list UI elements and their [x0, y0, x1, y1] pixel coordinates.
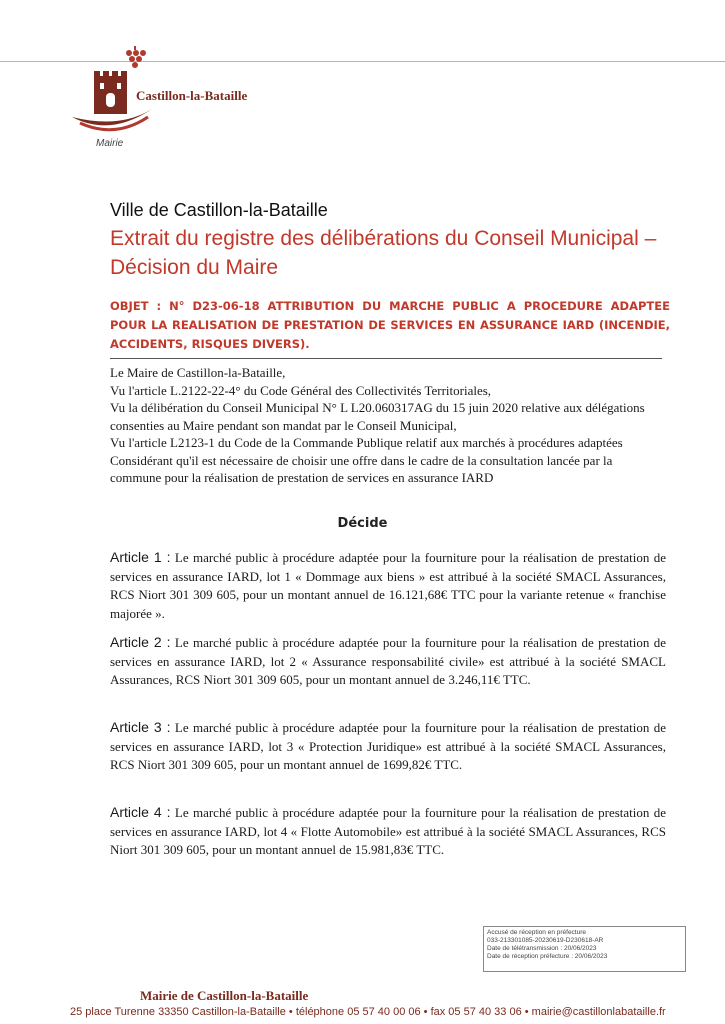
article-1 — [110, 548, 666, 623]
article-text: Le marché public à procédure adaptée pour la fourniture pour la réalisation de prestation de services en assurance IARD, lot 4 « Flotte Automobile» est attribué à la société SMACL Assurances, RCS Niort 301 309 605, pour un montant annuel de 15.981,83€ TTC. — [110, 805, 666, 857]
article-3 — [110, 718, 666, 775]
grape-cluster-icon — [126, 46, 146, 68]
preamble-line: Le Maire de Castillon-la-Bataille, — [110, 365, 286, 380]
article-text: Le marché public à procédure adaptée pour la fourniture pour la réalisation de prestation de services en assurance IARD, lot 2 « Assurance responsabilité civile» est attribué à la société SMACL Assurances, RCS Niort 301 309 605, pour un montant annuel de 3.246,11€ TTC. — [110, 635, 666, 687]
decide-heading: Décide — [337, 516, 388, 531]
town-heading: Ville de Castillon-la-Bataille — [110, 200, 328, 220]
document-title: Extrait du registre des délibérations du Conseil Municipal – Décision du Maire — [110, 227, 657, 279]
footer-address: 25 place Turenne 33350 Castillon-la-Bataille • téléphone 05 57 40 00 06 • fax 05 57 40 33 06 • mairie@castillonlabataille.fr — [70, 1006, 666, 1018]
article-label: Article 4 : — [110, 804, 171, 820]
logo-subtitle: Mairie — [96, 138, 124, 149]
stamp-line: Accusé de réception en préfecture — [487, 929, 587, 936]
article-2 — [110, 633, 666, 690]
article-label: Article 3 : — [110, 719, 171, 735]
preamble-line: Vu la délibération du Conseil Municipal N° L L20.060317AG du 15 juin 2020 relative aux délégations consenties au Maire pendant son mandat par le Conseil Municipal, — [110, 400, 645, 433]
article-label: Article 1 : — [110, 549, 171, 565]
article-text: Le marché public à procédure adaptée pour la fourniture pour la réalisation de prestation de services en assurance IARD, lot 1 « Dommage aux biens » est attribué à la société SMACL Assurances, RCS Niort 301 309 605, pour un montant annuel de 16.121,68€ TTC pour la variante retenue « franchise majorée ». — [110, 550, 666, 621]
section-divider — [110, 358, 662, 359]
article-label: Article 2 : — [110, 634, 171, 650]
stamp-line: Date de télétransmission : 20/06/2023 — [487, 945, 597, 952]
footer-title: Mairie de Castillon-la-Bataille — [140, 988, 309, 1003]
preamble-line: Considérant qu'il est nécessaire de choisir une offre dans le cadre de la consultation lancée par la commune pour la réalisation de prestation de services en assurance IARD — [110, 452, 613, 485]
object-statement: OBJET : N° D23-06-18 ATTRIBUTION DU MARCHE PUBLIC A PROCEDURE ADAPTEE POUR LA REALISATION DE PRESTATION DE SERVICES EN ASSURANCE IARD (INCENDIE, ACCIDENTS, RISQUES DIVERS). — [110, 299, 670, 351]
article-text: Le marché public à procédure adaptée pour la fourniture pour la réalisation de prestation de services en assurance IARD, lot 3 « Protection Juridique» est attribué à la société SMACL Assurances, RCS Niort 301 309 605, pour un montant annuel de 1699,82€ TTC. — [110, 720, 666, 772]
preamble-block — [110, 364, 666, 487]
article-4 — [110, 803, 666, 860]
logo-town-name: Castillon-la-Bataille — [136, 88, 248, 103]
preamble-line: Vu l'article L.2122-22-4° du Code Général des Collectivités Territoriales, — [110, 382, 492, 398]
stamp-line: Date de réception préfecture : 20/06/2023 — [487, 953, 608, 960]
stamp-line: 033-213301085-20230619-D230618-AR — [487, 937, 604, 944]
preamble-line: Vu l'article L2123-1 du Code de la Commande Publique relatif aux marchés à procédures adaptées — [110, 435, 623, 450]
